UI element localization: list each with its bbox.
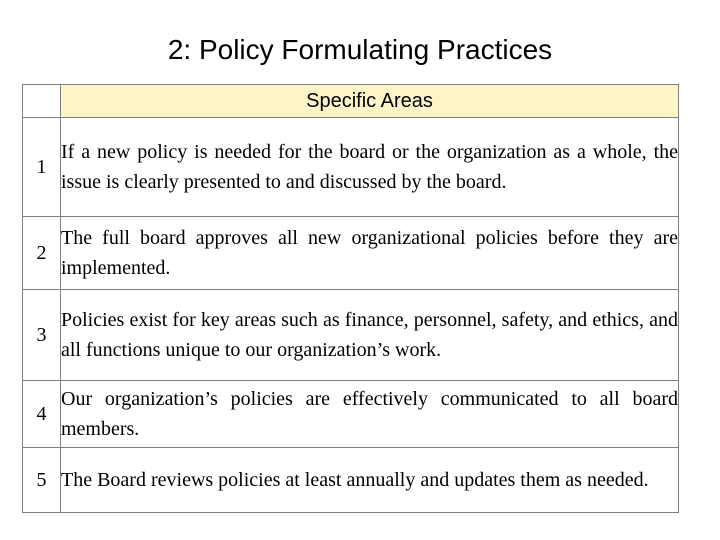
table-row (23, 381, 679, 448)
table-row (23, 118, 679, 217)
header-blank-cell (23, 85, 61, 118)
row-text: If a new policy is needed for the board or the organization as a whole, the issue is clearly presented to and discussed by the board. (61, 118, 679, 217)
row-text: Policies exist for key areas such as finance, personnel, safety, and ethics, and all functions unique to our organization’s work. (61, 290, 679, 381)
row-number: 1 (23, 118, 61, 217)
table-row (23, 217, 679, 290)
row-number: 4 (23, 381, 61, 448)
row-number: 2 (23, 217, 61, 290)
row-text: Our organization’s policies are effectively communicated to all board members. (61, 381, 679, 448)
table-header-row (23, 85, 679, 118)
page-title: 2: Policy Formulating Practices (167, 34, 553, 65)
column-header-specific-areas: Specific Areas (61, 85, 679, 118)
table-row (23, 448, 679, 513)
policy-table (22, 84, 679, 513)
row-text: The Board reviews policies at least annually and updates them as needed. (61, 448, 679, 513)
table-row (23, 290, 679, 381)
row-text: The full board approves all new organizational policies before they are implemented. (61, 217, 679, 290)
row-number: 3 (23, 290, 61, 381)
row-number: 5 (23, 448, 61, 513)
